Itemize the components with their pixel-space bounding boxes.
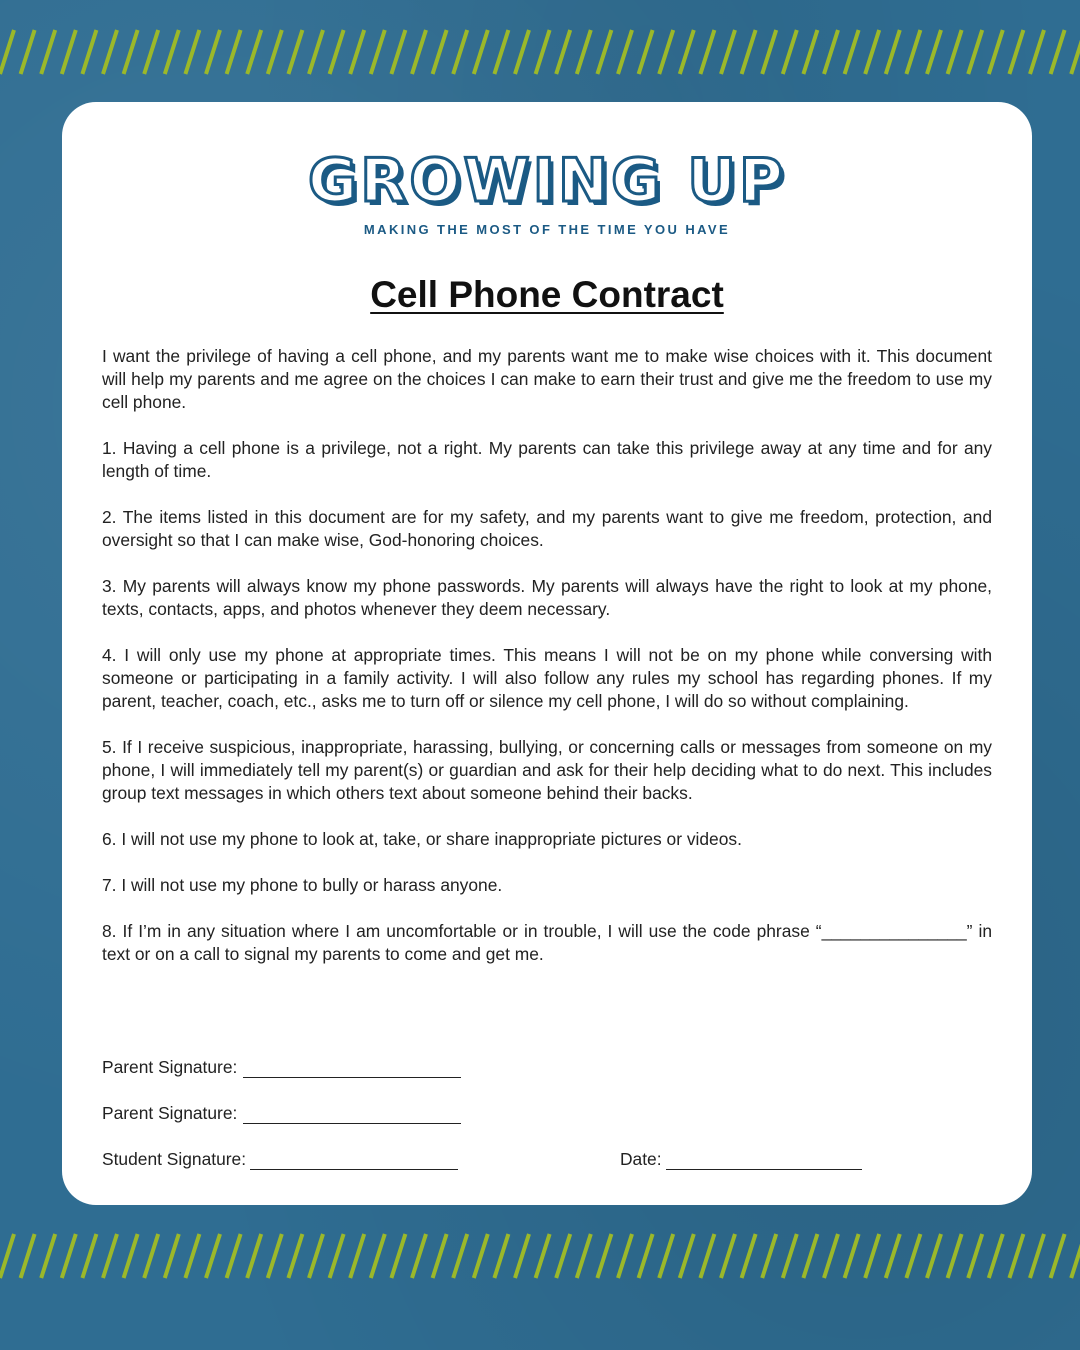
stripe-mark bbox=[865, 30, 879, 74]
stripe-mark bbox=[1009, 30, 1023, 74]
parent-signature-1 bbox=[102, 1057, 461, 1078]
stripe-mark bbox=[371, 30, 385, 74]
stripe-mark bbox=[330, 30, 344, 74]
stripe-mark bbox=[0, 30, 14, 74]
student-signature bbox=[102, 1149, 458, 1170]
stripe-mark bbox=[185, 1234, 199, 1278]
stripe-mark bbox=[103, 30, 117, 74]
stripe-mark bbox=[268, 30, 282, 74]
stripe-mark bbox=[783, 1234, 797, 1278]
parent-signature-line-1[interactable] bbox=[243, 1059, 461, 1078]
stripe-mark bbox=[989, 1234, 1003, 1278]
contract-item-6: 6. I will not use my phone to look at, take, or share inappropriate pictures or videos. bbox=[102, 829, 742, 849]
parent-signature-row-1 bbox=[102, 1057, 992, 1103]
stripe-mark bbox=[0, 1234, 14, 1278]
contract-item-7: 7. I will not use my phone to bully or harass anyone. bbox=[102, 875, 503, 895]
stripe-mark bbox=[103, 1234, 117, 1278]
date-line[interactable] bbox=[666, 1151, 862, 1170]
parent-signature-label-2: Parent Signature: bbox=[102, 1103, 238, 1123]
stripe-mark bbox=[494, 1234, 508, 1278]
student-signature-line[interactable] bbox=[250, 1151, 458, 1170]
contract-body bbox=[102, 345, 992, 989]
stripe-mark bbox=[803, 1234, 817, 1278]
stripe-mark bbox=[618, 30, 632, 74]
stripe-mark bbox=[968, 1234, 982, 1278]
intro-paragraph: I want the privilege of having a cell phone, and my parents want me to make wise choices with it. This document will help my parents and me agree on the choices I can make to earn their trust and give me the freedom to use my cell phone. bbox=[102, 346, 992, 412]
stripe-mark bbox=[886, 1234, 900, 1278]
stripe-mark bbox=[597, 1234, 611, 1278]
stripe-mark bbox=[536, 30, 550, 74]
stripe-mark bbox=[433, 30, 447, 74]
stripe-mark bbox=[206, 1234, 220, 1278]
stripe-mark bbox=[82, 30, 96, 74]
stripe-mark bbox=[124, 1234, 138, 1278]
stripe-mark bbox=[824, 1234, 838, 1278]
stripe-mark bbox=[474, 30, 488, 74]
stripe-mark bbox=[165, 1234, 179, 1278]
stripe-mark bbox=[165, 30, 179, 74]
stripe-mark bbox=[371, 1234, 385, 1278]
stripe-mark bbox=[62, 30, 76, 74]
stripe-mark bbox=[412, 30, 426, 74]
stripe-mark bbox=[268, 1234, 282, 1278]
stripe-mark bbox=[1071, 30, 1080, 74]
stripe-mark bbox=[742, 30, 756, 74]
stripe-mark bbox=[948, 1234, 962, 1278]
stripe-mark bbox=[391, 1234, 405, 1278]
student-signature-row bbox=[102, 1149, 992, 1195]
stripe-mark bbox=[350, 30, 364, 74]
stripe-mark bbox=[247, 1234, 261, 1278]
stripe-mark bbox=[659, 30, 673, 74]
parent-signature-row-2 bbox=[102, 1103, 992, 1149]
stripe-mark bbox=[742, 1234, 756, 1278]
stripe-mark bbox=[453, 1234, 467, 1278]
stripe-mark bbox=[124, 30, 138, 74]
stripe-mark bbox=[906, 30, 920, 74]
stripe-mark bbox=[865, 1234, 879, 1278]
stripe-mark bbox=[62, 1234, 76, 1278]
stripe-mark bbox=[453, 30, 467, 74]
stripe-mark bbox=[350, 1234, 364, 1278]
stripe-mark bbox=[391, 30, 405, 74]
stripe-mark bbox=[845, 1234, 859, 1278]
stripe-mark bbox=[556, 30, 570, 74]
stripe-mark bbox=[721, 30, 735, 74]
stripe-mark bbox=[288, 30, 302, 74]
stripe-mark bbox=[1051, 30, 1065, 74]
parent-signature-2 bbox=[102, 1103, 461, 1124]
contract-item-8: 8. If I’m in any situation where I am uncomfortable or in trouble, I will use the code phrase “_______________” in text or on a call to signal my parents to come and get me. bbox=[102, 921, 992, 964]
stripe-mark bbox=[968, 30, 982, 74]
document-title: Cell Phone Contract bbox=[370, 274, 724, 315]
stripe-mark bbox=[700, 30, 714, 74]
stripe-mark bbox=[680, 30, 694, 74]
stripe-mark bbox=[536, 1234, 550, 1278]
stripe-mark bbox=[185, 30, 199, 74]
contract-item-2: 2. The items listed in this document are for my safety, and my parents want to give me freedom, protection, and oversight so that I can make wise, God-honoring choices. bbox=[102, 507, 992, 550]
parent-signature-label-1: Parent Signature: bbox=[102, 1057, 238, 1077]
stripe-mark bbox=[227, 30, 241, 74]
signature-block bbox=[102, 1057, 992, 1195]
logo-title: GROWING UP bbox=[307, 146, 786, 216]
stripe-mark bbox=[515, 30, 529, 74]
stripe-mark bbox=[948, 30, 962, 74]
stripe-mark bbox=[247, 30, 261, 74]
stripe-mark bbox=[989, 30, 1003, 74]
date-label: Date: bbox=[620, 1149, 662, 1169]
bottom-stripe-border bbox=[0, 1232, 1080, 1280]
contract-card bbox=[62, 102, 1032, 1205]
stripe-mark bbox=[474, 1234, 488, 1278]
stripe-mark bbox=[288, 1234, 302, 1278]
stripe-mark bbox=[783, 30, 797, 74]
stripe-mark bbox=[639, 30, 653, 74]
stripe-mark bbox=[762, 30, 776, 74]
stripe-mark bbox=[845, 30, 859, 74]
stripe-mark bbox=[1051, 1234, 1065, 1278]
stripe-mark bbox=[762, 1234, 776, 1278]
date-field bbox=[620, 1149, 862, 1170]
stripe-mark bbox=[309, 30, 323, 74]
stripe-mark bbox=[82, 1234, 96, 1278]
stripe-mark bbox=[227, 1234, 241, 1278]
top-stripe-border bbox=[0, 28, 1080, 76]
stripe-mark bbox=[433, 1234, 447, 1278]
contract-item-5: 5. If I receive suspicious, inappropriate, harassing, bullying, or concerning calls or messages from someone on my phone, I will immediately tell my parent(s) or guardian and ask for their help deciding what to do next. This includes group text messages in which others text about someone behind their backs. bbox=[102, 737, 992, 803]
stripe-mark bbox=[144, 1234, 158, 1278]
stripe-mark bbox=[618, 1234, 632, 1278]
stripe-mark bbox=[494, 30, 508, 74]
contract-item-4: 4. I will only use my phone at appropriate times. This means I will not be on my phone while conversing with someone or participating in a family activity. I will also follow any rules my school has regarding phones. If my parent, teacher, coach, etc., asks me to turn off or silence my cell phone, I will do so without complaining. bbox=[102, 645, 992, 711]
stripe-mark bbox=[577, 1234, 591, 1278]
stripe-mark bbox=[1030, 30, 1044, 74]
student-signature-label: Student Signature: bbox=[102, 1149, 247, 1169]
stripe-mark bbox=[886, 30, 900, 74]
parent-signature-line-2[interactable] bbox=[243, 1105, 461, 1124]
stripe-mark bbox=[41, 1234, 55, 1278]
stripe-mark bbox=[659, 1234, 673, 1278]
stripe-mark bbox=[556, 1234, 570, 1278]
stripe-mark bbox=[597, 30, 611, 74]
contract-item-1: 1. Having a cell phone is a privilege, not a right. My parents can take this privilege away at any time and for any length of time. bbox=[102, 438, 992, 481]
stripe-mark bbox=[309, 1234, 323, 1278]
logo-tagline: MAKING THE MOST OF THE TIME YOU HAVE bbox=[363, 222, 731, 237]
contract-item-3: 3. My parents will always know my phone passwords. My parents will always have the right to look at my phone, texts, contacts, apps, and photos whenever they deem necessary. bbox=[102, 576, 992, 619]
stripe-mark bbox=[927, 1234, 941, 1278]
stripe-mark bbox=[906, 1234, 920, 1278]
stripe-mark bbox=[803, 30, 817, 74]
stripe-mark bbox=[41, 30, 55, 74]
stripe-mark bbox=[577, 30, 591, 74]
stripe-mark bbox=[21, 1234, 35, 1278]
stripe-mark bbox=[412, 1234, 426, 1278]
stripe-mark bbox=[680, 1234, 694, 1278]
stripe-mark bbox=[206, 30, 220, 74]
stripe-mark bbox=[515, 1234, 529, 1278]
stripe-mark bbox=[1009, 1234, 1023, 1278]
stripe-mark bbox=[1071, 1234, 1080, 1278]
stripe-mark bbox=[824, 30, 838, 74]
growing-up-logo bbox=[62, 146, 1032, 237]
stripe-mark bbox=[1030, 1234, 1044, 1278]
stripe-mark bbox=[330, 1234, 344, 1278]
stripe-mark bbox=[700, 1234, 714, 1278]
stripe-mark bbox=[927, 30, 941, 74]
stripe-mark bbox=[21, 30, 35, 74]
stripe-mark bbox=[639, 1234, 653, 1278]
stripe-mark bbox=[721, 1234, 735, 1278]
stripe-mark bbox=[144, 30, 158, 74]
